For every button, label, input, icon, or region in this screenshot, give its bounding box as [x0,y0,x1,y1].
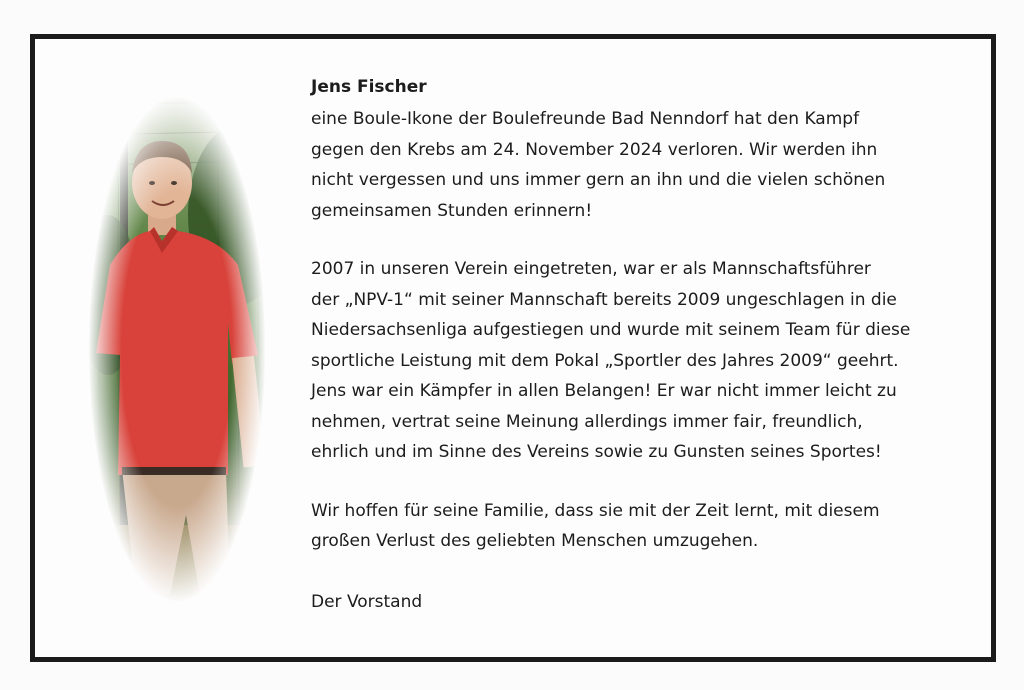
paragraph-intro [311,104,976,226]
paragraph-career [311,254,976,468]
signature: Der Vorstand [311,591,423,612]
memorial-card [30,34,996,662]
text-line: nicht vergessen und uns immer gern an ihn und die vielen schönen [311,170,886,190]
obituary-text [311,69,976,617]
text-line: Wir hoffen für seine Familie, dass sie mit der Zeit lernt, mit diesem [311,500,880,521]
text-line: sportliche Leistung mit dem Pokal „Sportler des Jahres 2009“ geehrt. [311,350,899,371]
text-line: eine Boule-Ikone der Boulefreunde Bad Nenndorf hat den Kampf [311,109,860,129]
text-line: der „NPV-1“ mit seiner Mannschaft bereits 2009 ungeschlagen in die [311,289,897,310]
text-line: ehrlich und im Sinne des Vereins sowie zu Gunsten seines Sportes! [311,442,882,462]
text-line: 2007 in unseren Verein eingetreten, war er als Mannschaftsführer [311,259,871,279]
text-line: großen Verlust des geliebten Menschen umzugehen. [311,531,759,551]
text-line: gegen den Krebs am 24. November 2024 verloren. Wir werden ihn [311,139,878,160]
portrait-illustration [88,95,266,603]
text-line: Jens war ein Kämpfer in allen Belangen! Er war nicht immer leicht zu [311,381,897,401]
paragraph-condolence [311,496,976,557]
person-name: Jens Fischer [311,77,427,97]
portrait-photo [88,95,266,603]
text-line: Niedersachsenliga aufgestiegen und wurde mit seinem Team für diese [311,320,911,340]
text-line: nehmen, vertrat seine Meinung allerdings immer fair, freundlich, [311,411,863,432]
text-line: gemeinsamen Stunden erinnern! [311,200,593,221]
